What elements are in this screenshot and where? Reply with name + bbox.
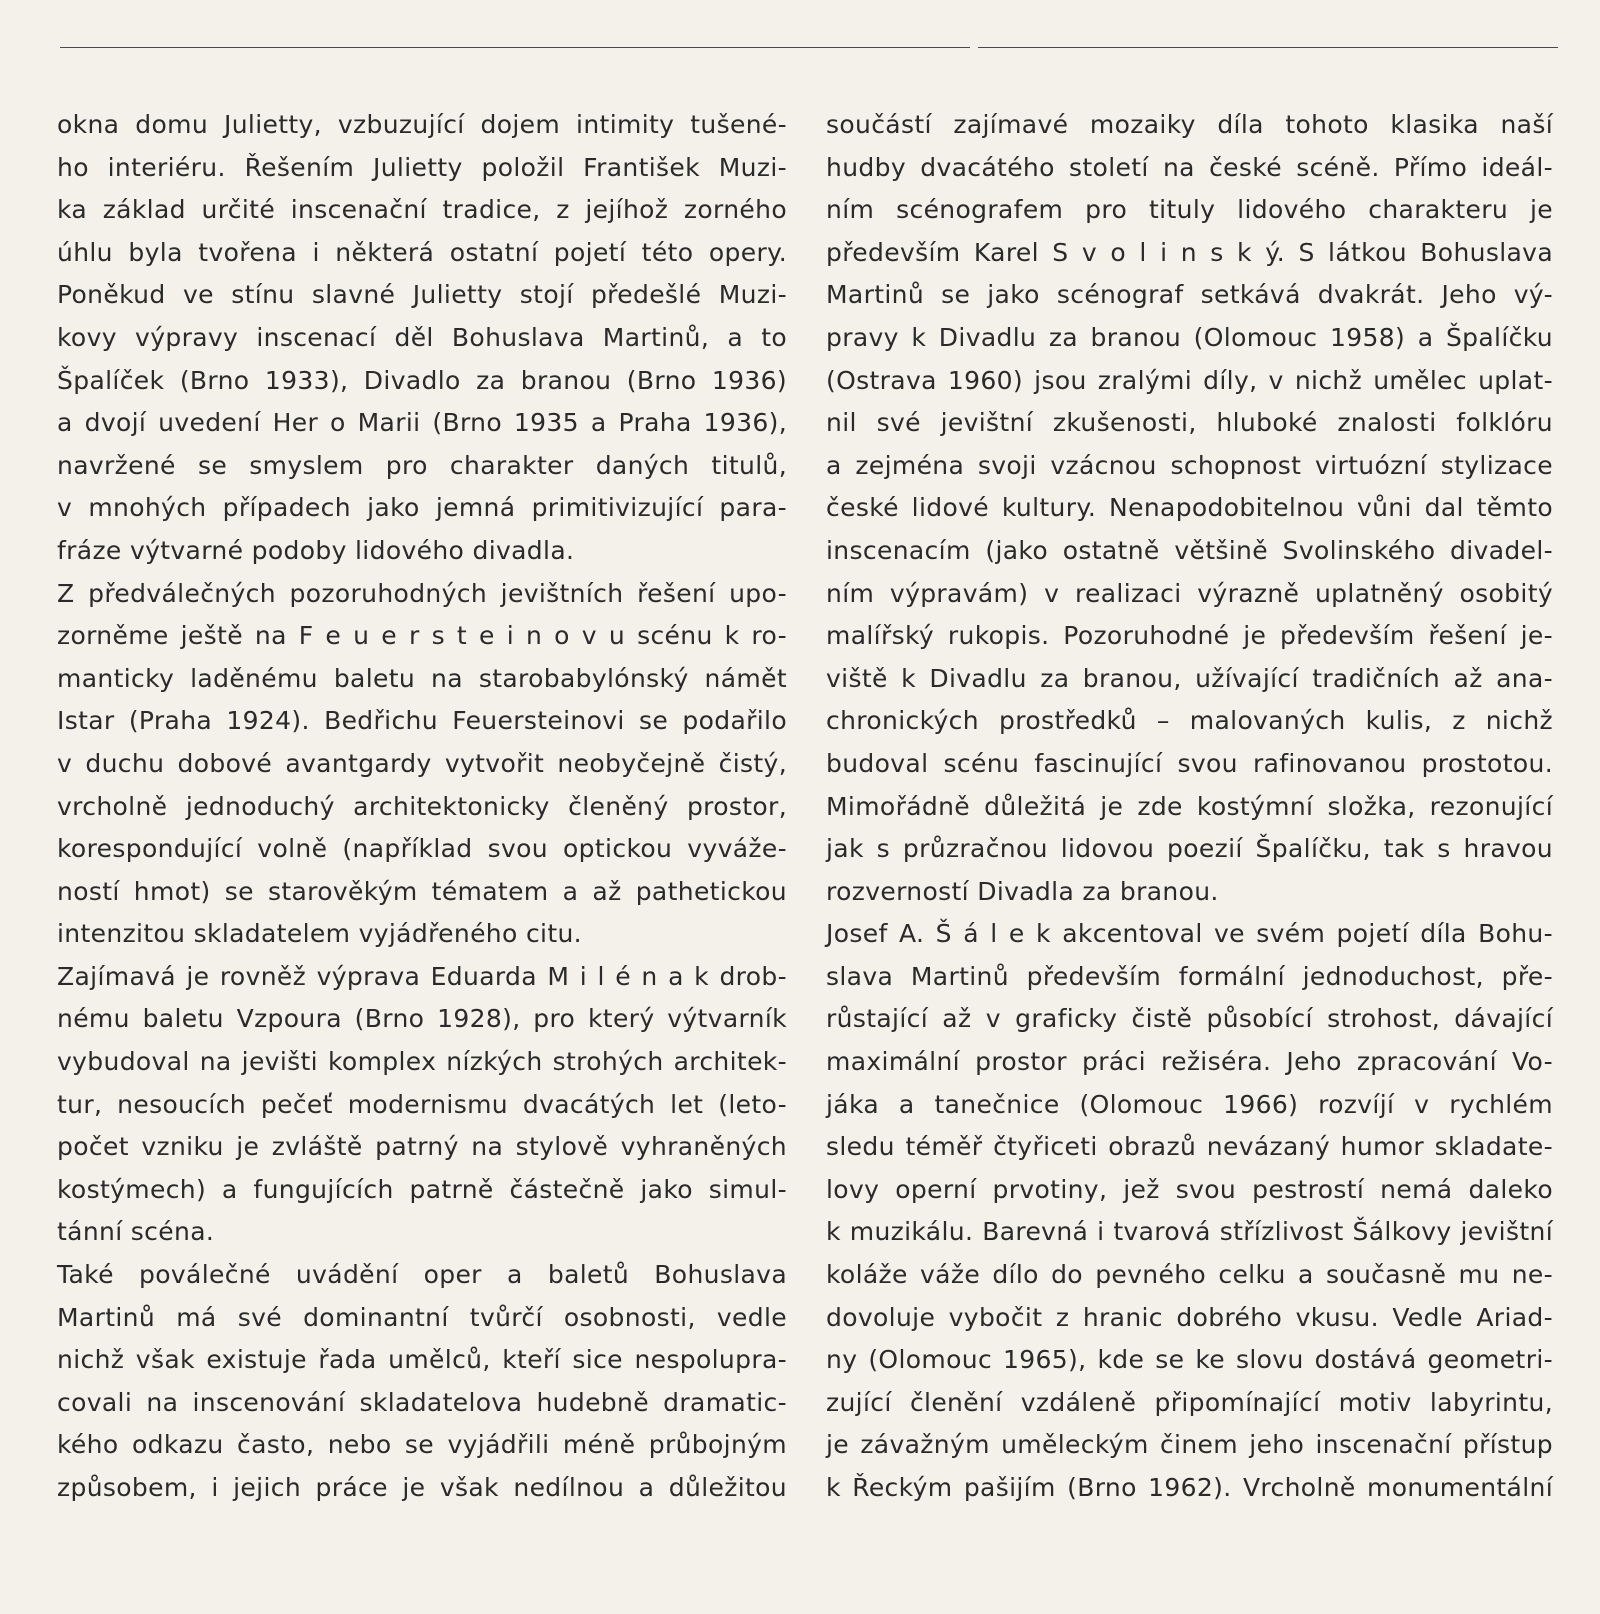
text-line: maximální prostor práci režiséra. Jeho zpracování Vo- xyxy=(826,1047,1553,1077)
text-line: k muzikálu. Barevná i tvarová střízlivost Šálkovy jevištní xyxy=(826,1217,1553,1247)
text-line: tánní scéna. xyxy=(57,1217,215,1247)
text-line: především Karel S v o l i n s k ý. S látkou Bohuslava xyxy=(826,237,1553,267)
text-line: Martinů se jako scénograf setkává dvakrát. Jeho vý- xyxy=(826,280,1553,310)
text-line: Martinů má své dominantní tvůrčí osobnosti, vedle xyxy=(57,1302,787,1332)
text-line: dovoluje vybočit z hranic dobrého vkusu. Vedle Ariad- xyxy=(826,1302,1553,1332)
text-line: koláže váže dílo do pevného celku a současně mu ne- xyxy=(826,1260,1553,1290)
text-line: Josef A. Š á l e k akcentoval ve svém pojetí díla Bohu- xyxy=(826,919,1553,949)
text-line: vybudoval na jevišti komplex nízkých strohých architek- xyxy=(57,1047,787,1077)
text-line: zující členění vzdáleně připomínající motiv labyrintu, xyxy=(826,1387,1553,1417)
text-line: Z předválečných pozoruhodných jevištních řešení upo- xyxy=(57,578,787,608)
text-line: chronických prostředků – malovaných kulis, z nichž xyxy=(826,706,1553,736)
right-text-column xyxy=(826,104,1553,1510)
text-line: korespondující volně (například svou optickou vyváže- xyxy=(57,834,787,864)
text-line: ním scénografem pro tituly lidového charakteru je xyxy=(826,195,1553,225)
text-line: Zajímavá je rovněž výprava Eduarda M i l é n a k drob- xyxy=(57,961,787,991)
text-line: kovy výpravy inscenací děl Bohuslava Martinů, a to xyxy=(57,322,787,352)
text-line: ním výpravám) v realizaci výrazně uplatněný osobitý xyxy=(826,578,1553,608)
text-line: v mnohých případech jako jemná primitivizující para- xyxy=(57,493,787,523)
top-rule-right xyxy=(978,47,1558,48)
text-line: nil své jevištní zkušenosti, hluboké znalosti folklóru xyxy=(826,408,1553,438)
text-line: ny (Olomouc 1965), kde se ke slovu dostává geometri- xyxy=(826,1345,1553,1375)
text-line: ností hmot) se starověkým tématem a až pathetickou xyxy=(57,876,787,906)
text-line: slava Martinů především formální jednoduchost, pře- xyxy=(826,961,1553,991)
top-rule-left xyxy=(60,47,970,48)
text-line: okna domu Julietty, vzbuzující dojem intimity tušené- xyxy=(57,110,787,139)
text-line: ka základ určité inscenační tradice, z jejíhož zorného xyxy=(57,195,787,225)
text-line: hudby dvacátého století na české scéně. Přímo ideál- xyxy=(826,152,1553,182)
text-line: zorněme ještě na F e u e r s t e i n o v u scénu k ro- xyxy=(57,621,787,651)
text-line: je závažným uměleckým činem jeho inscenační přístup xyxy=(826,1430,1553,1460)
text-line: Špalíček (Brno 1933), Divadlo za branou (Brno 1936) xyxy=(57,365,787,395)
text-line: Také poválečné uvádění oper a baletů Bohuslava xyxy=(57,1260,787,1290)
text-line: Poněkud ve stínu slavné Julietty stojí předešlé Muzi- xyxy=(57,280,787,310)
text-line: úhlu byla tvořena i některá ostatní pojetí této opery. xyxy=(57,237,787,267)
text-line: rozverností Divadla za branou. xyxy=(826,876,1219,906)
text-line: růstající až v graficky čistě působící strohost, dávající xyxy=(826,1004,1553,1034)
text-line: v duchu dobové avantgardy vytvořit neobyčejně čistý, xyxy=(57,748,787,778)
text-line: a zejména svoji vzácnou schopnost virtuózní stylizace xyxy=(826,450,1553,480)
text-line: Istar (Praha 1924). Bedřichu Feuersteinovi se podařilo xyxy=(57,706,787,736)
text-line: pravy k Divadlu za branou (Olomouc 1958) a Špalíčku xyxy=(826,322,1553,352)
text-line: jáka a tanečnice (Olomouc 1966) rozvíjí v rychlém xyxy=(826,1089,1553,1119)
text-line: viště k Divadlu za branou, užívající tradičních až ana- xyxy=(826,663,1553,693)
text-line: jak s průzračnou lidovou poezií Špalíčku, tak s hravou xyxy=(826,834,1553,864)
text-line: navržené se smyslem pro charakter daných titulů, xyxy=(57,450,787,480)
text-line: (Ostrava 1960) jsou zralými díly, v nichž umělec uplat- xyxy=(826,365,1553,395)
text-line: počet vzniku je zvláště patrný na stylově vyhraněných xyxy=(57,1132,787,1162)
text-line: fráze výtvarné podoby lidového divadla. xyxy=(57,535,575,565)
text-line: lovy operní prvotiny, jež svou pestrostí nemá daleko xyxy=(826,1174,1553,1204)
text-line: kého odkazu často, nebo se vyjádřili méně průbojným xyxy=(57,1430,787,1460)
text-line: manticky laděnému baletu na starobabylónský námět xyxy=(57,663,787,693)
text-line: české lidové kultury. Nenapodobitelnou vůni dal těmto xyxy=(826,493,1553,523)
text-line: a dvojí uvedení Her o Marii (Brno 1935 a Praha 1936), xyxy=(57,408,787,438)
left-text-column xyxy=(57,104,787,1510)
text-line: malířský rukopis. Pozoruhodné je především řešení je- xyxy=(826,621,1553,651)
text-line: k Řeckým pašijím (Brno 1962). Vrcholně monumentální xyxy=(826,1473,1553,1502)
text-line: součástí zajímavé mozaiky díla tohoto klasika naší xyxy=(826,110,1553,139)
text-line: nému baletu Vzpoura (Brno 1928), pro který výtvarník xyxy=(57,1004,787,1034)
text-line: Mimořádně důležitá je zde kostýmní složka, rezonující xyxy=(826,791,1553,821)
text-line: budoval scénu fascinující svou rafinovanou prostotou. xyxy=(826,748,1553,778)
text-line: sledu téměř čtyřiceti obrazů nevázaný humor skladate- xyxy=(826,1132,1553,1162)
text-line: intenzitou skladatelem vyjádřeného citu. xyxy=(57,919,582,949)
text-line: nichž však existuje řada umělců, kteří sice nespolupra- xyxy=(57,1345,787,1375)
text-line: kostýmech) a fungujících patrně částečně jako simul- xyxy=(57,1174,787,1204)
text-line: způsobem, i jejich práce je však nedílnou a důležitou xyxy=(57,1473,787,1502)
text-line: inscenacím (jako ostatně většině Svolinského divadel- xyxy=(826,535,1553,565)
text-line: ho interiéru. Řešením Julietty položil František Muzi- xyxy=(57,152,787,182)
text-line: tur, nesoucích pečeť modernismu dvacátých let (leto- xyxy=(57,1089,787,1119)
text-line: covali na inscenování skladatelova hudebně dramatic- xyxy=(57,1387,787,1417)
text-line: vrcholně jednoduchý architektonicky členěný prostor, xyxy=(57,791,787,821)
